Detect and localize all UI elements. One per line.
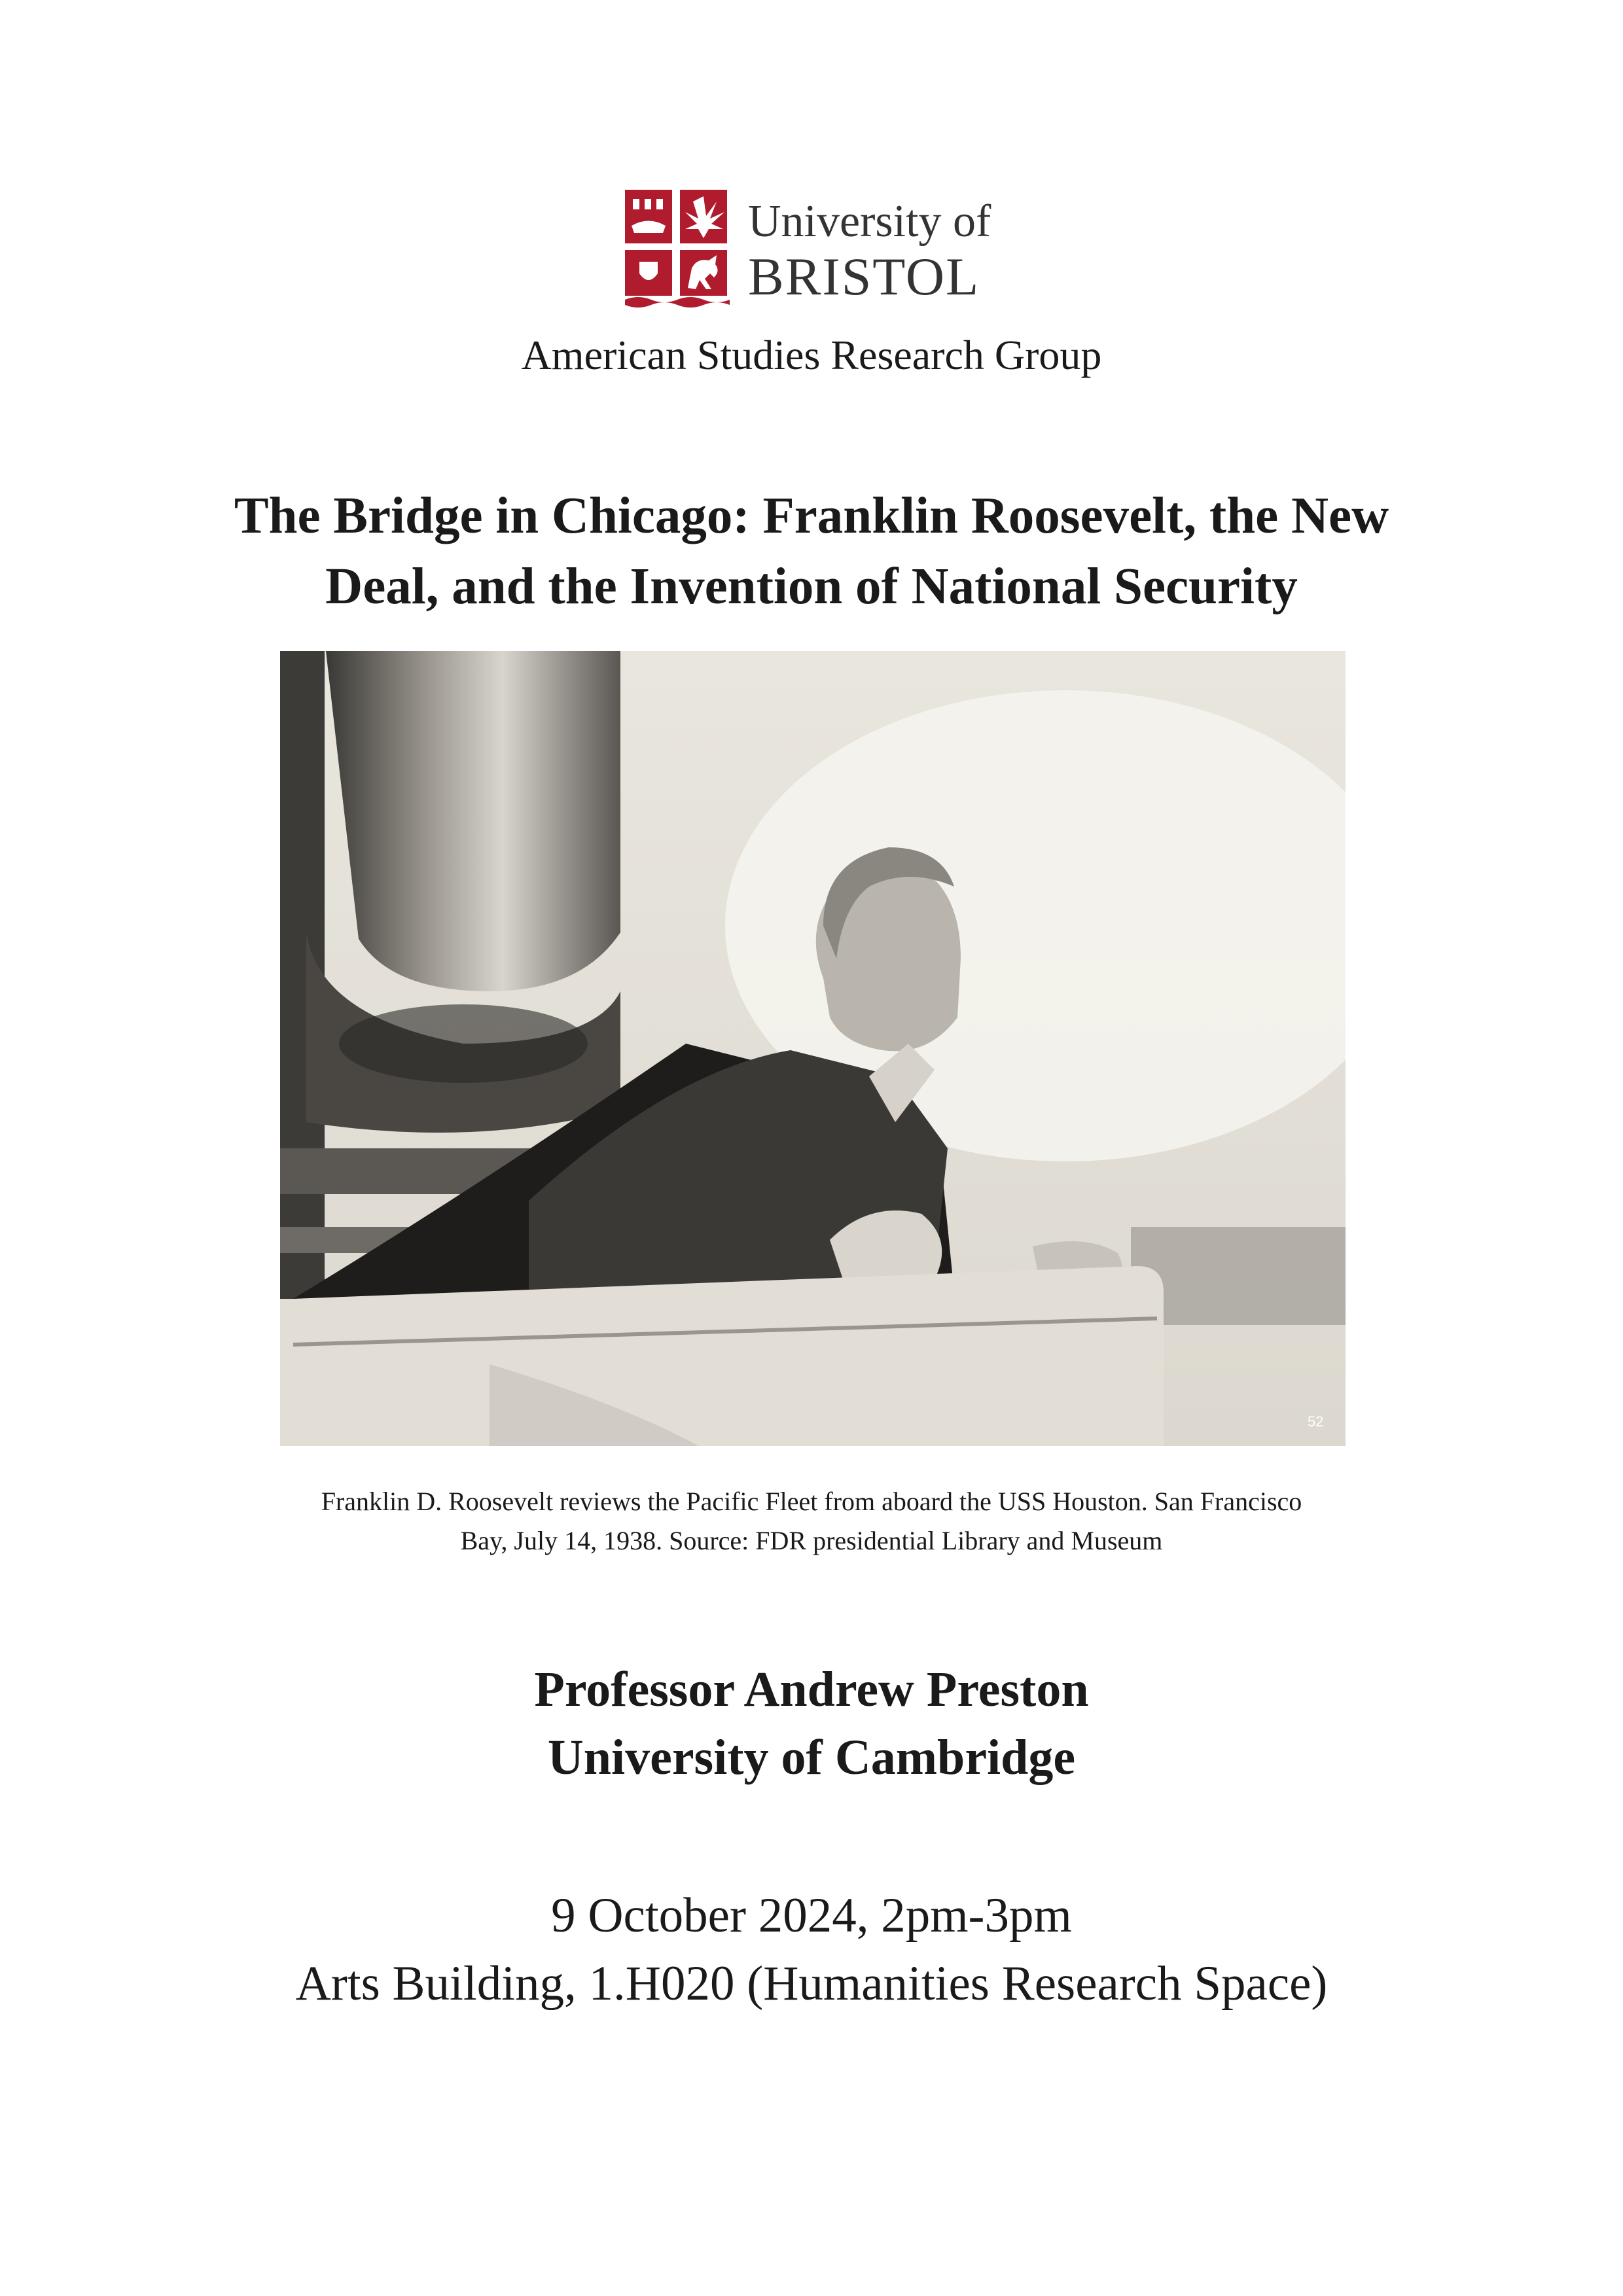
logo-text-university-of: University of [748, 196, 991, 247]
photo-number-label: 52 [1308, 1413, 1324, 1430]
bristol-crest-icon [625, 190, 730, 308]
logo-text-bristol: BRISTOL [748, 247, 980, 306]
photo-caption [170, 1482, 1453, 1561]
photo-caption-line-1: Franklin D. Roosevelt reviews the Pacific Fleet from aboard the USS Houston. San Francisco [321, 1487, 1302, 1516]
speaker-affiliation: University of Cambridge [547, 1730, 1076, 1786]
event-details [0, 1882, 1623, 2017]
event-location: Arts Building, 1.H020 (Humanities Research Space) [295, 1956, 1328, 2011]
photo-caption-line-2: Bay, July 14, 1938. Source: FDR presidential Library and Museum [460, 1526, 1163, 1555]
event-datetime: 9 October 2024, 2pm-3pm [551, 1888, 1072, 1943]
research-group-name: American Studies Research Group [521, 332, 1102, 378]
talk-title-line-2: Deal, and the Invention of National Security [325, 558, 1298, 616]
university-logo [625, 190, 1005, 314]
speaker-name: Professor Andrew Preston [534, 1662, 1089, 1717]
talk-title [170, 481, 1453, 622]
roosevelt-photo [280, 651, 1346, 1446]
speaker-block [0, 1655, 1623, 1792]
roosevelt-photo-illustration [280, 651, 1346, 1446]
talk-title-line-1: The Bridge in Chicago: Franklin Roosevelt, the New [234, 487, 1389, 544]
